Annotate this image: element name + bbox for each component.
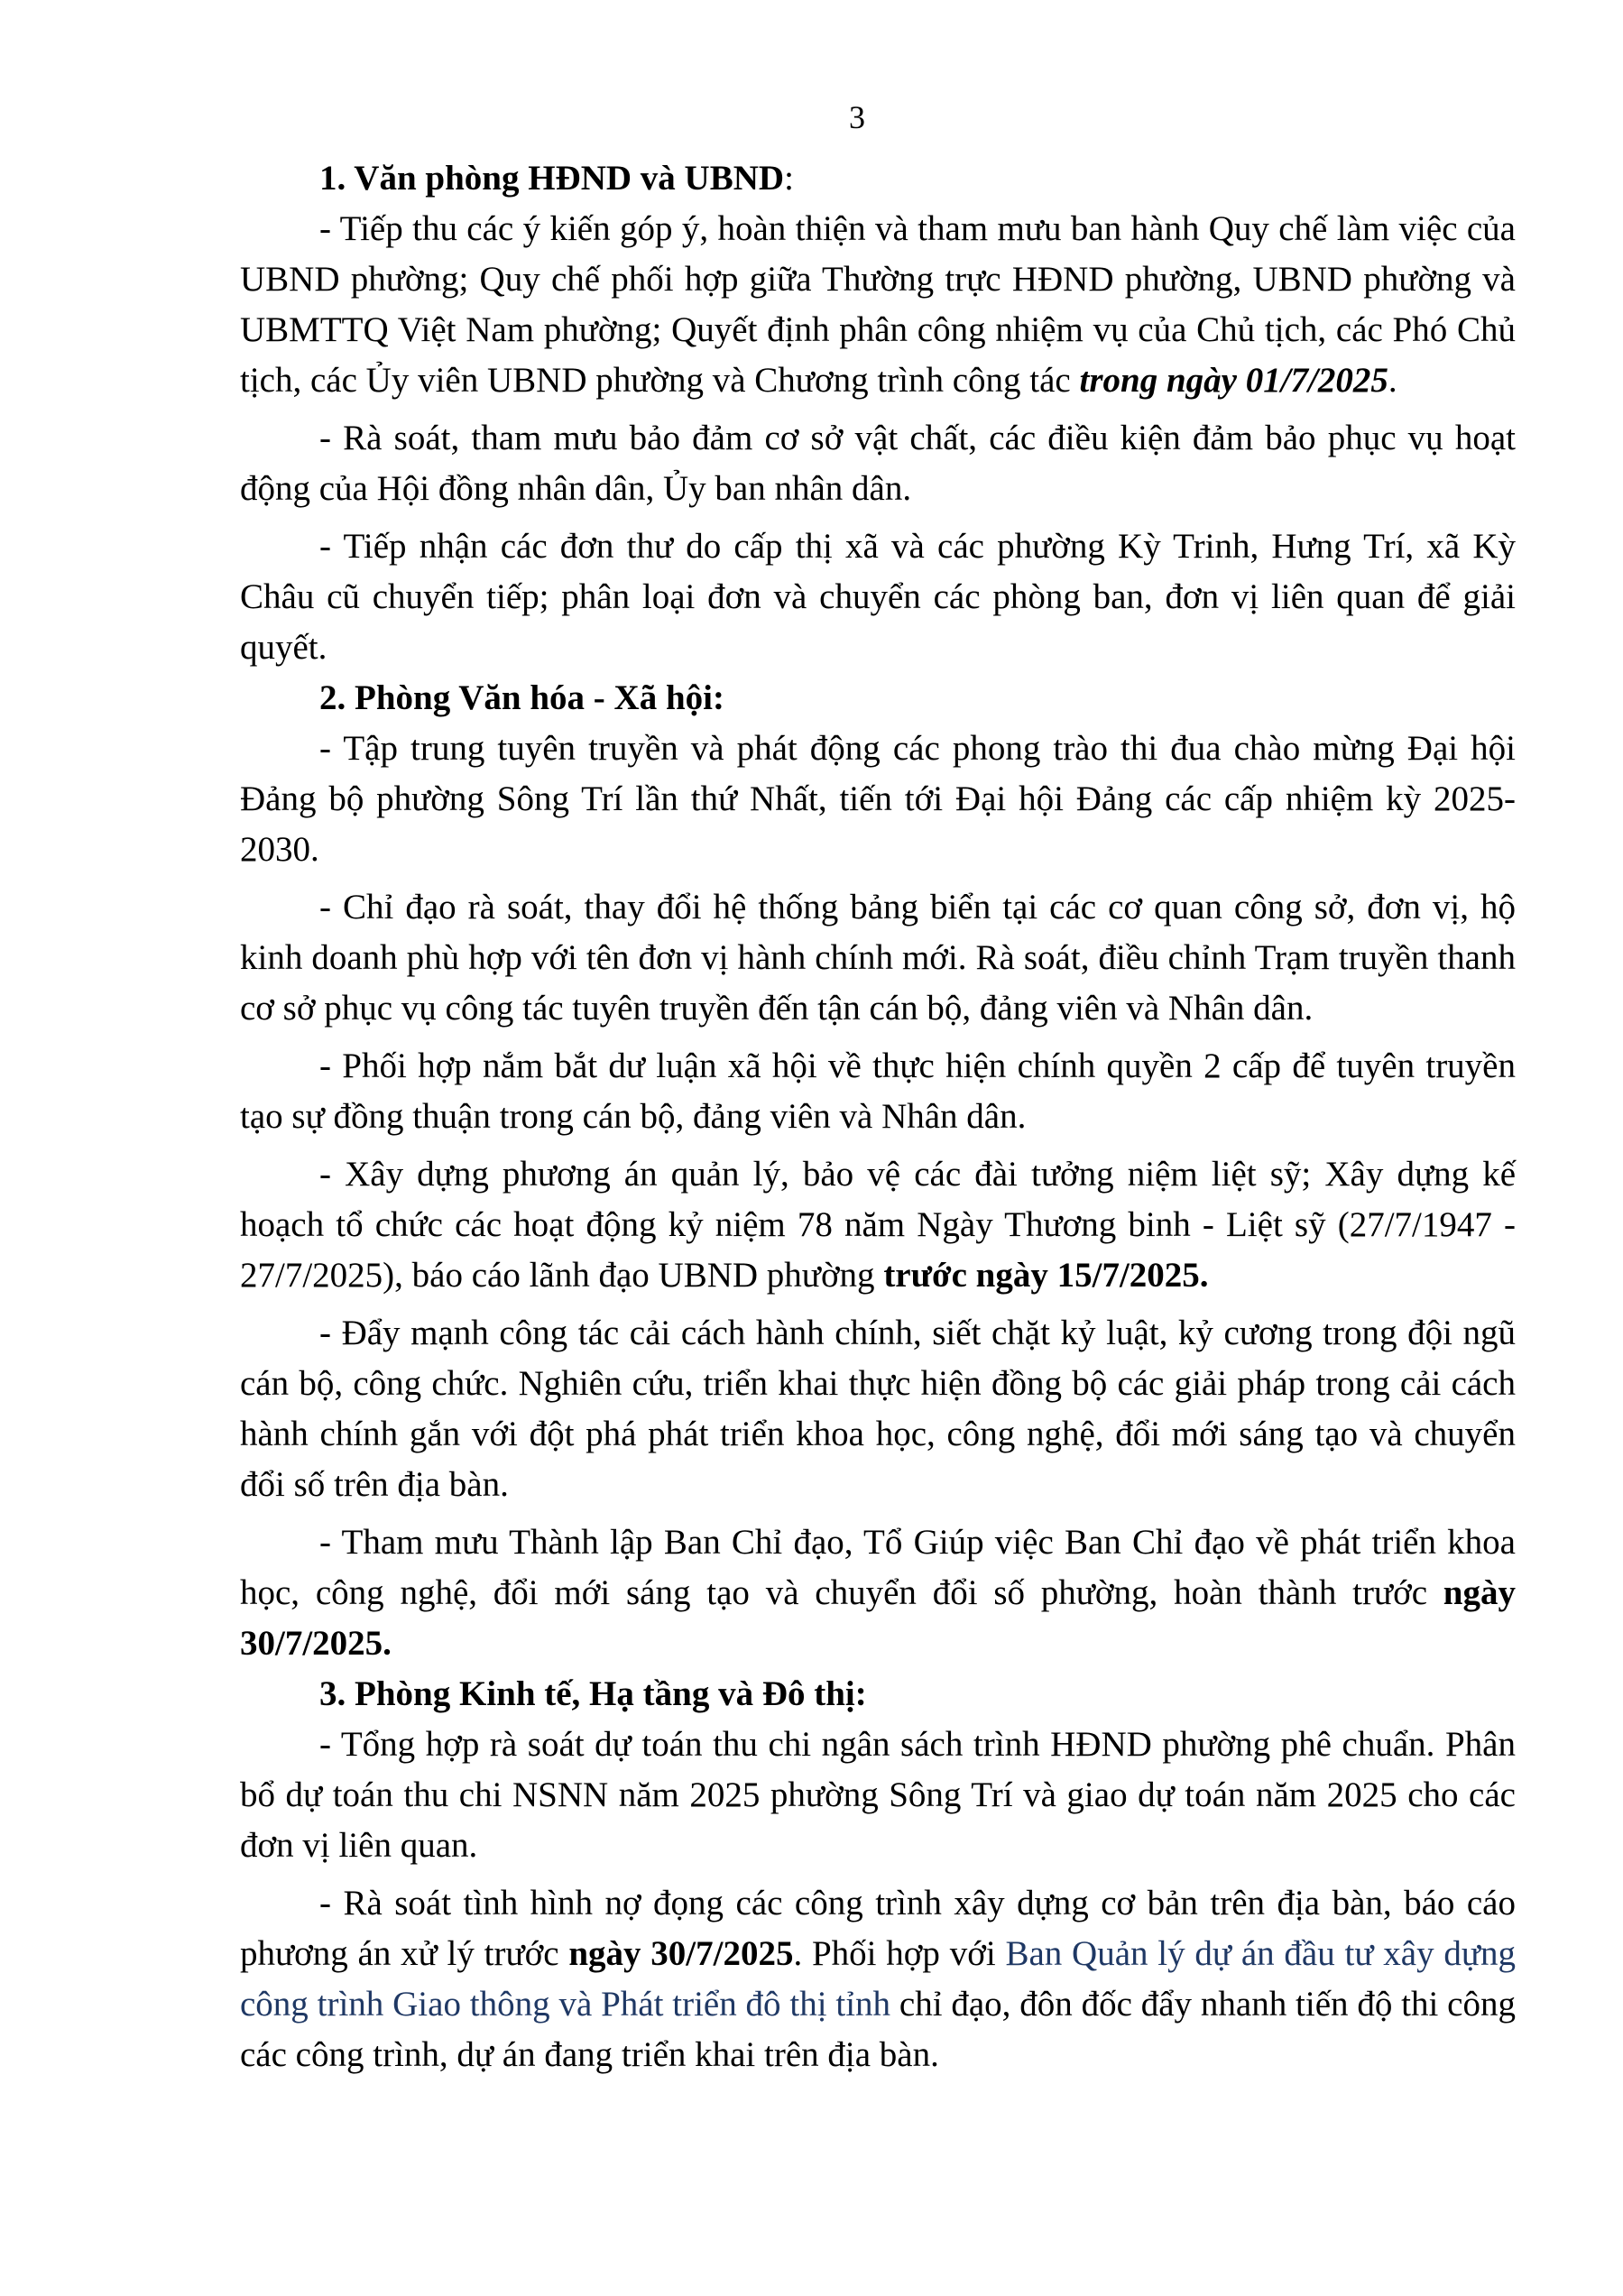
section-2-paragraph-2: - Chỉ đạo rà soát, thay đổi hệ thống bảng biển tại các cơ quan công sở, đơn vị, hộ kinh doanh phù hợp với tên đơn vị hành chính mới. Rà soát, điều chỉnh Trạm truyền thanh cơ sở phục vụ công tác tuyên truyền đến tận cán bộ, đảng viên và Nhân dân. bbox=[240, 888, 1516, 1028]
paragraph-text: - Rà soát tình hình nợ đọng các công trình xây dựng cơ bản trên địa bàn, báo cáo phương án xử lý trước bbox=[240, 1884, 1516, 1973]
section-1-paragraph-2: - Rà soát, tham mưu bảo đảm cơ sở vật chất, các điều kiện đảm bảo phục vụ hoạt động của Hội đồng nhân dân, Ủy ban nhân dân. bbox=[240, 419, 1516, 508]
section-2-paragraph-4 bbox=[240, 1149, 1516, 1301]
paragraph-text: - Tham mưu Thành lập Ban Chỉ đạo, Tổ Giúp việc Ban Chỉ đạo về phát triển khoa học, công nghệ, đổi mới sáng tạo và chuyển đổi số phường, hoàn thành trước bbox=[240, 1523, 1516, 1612]
section-2-paragraph-5: - Đẩy mạnh công tác cải cách hành chính, siết chặt kỷ luật, kỷ cương trong đội ngũ cán bộ, công chức. Nghiên cứu, triển khai thực hiện đồng bộ các giải pháp trong cải cách hành chính gắn với đột phá phát triển khoa học, công nghệ, đổi mới sáng tạo và chuyển đổi số trên địa bàn. bbox=[240, 1314, 1516, 1504]
section-1-heading bbox=[240, 153, 1516, 204]
deadline-bold: ngày 30/7/2025 bbox=[568, 1934, 794, 1973]
paragraph-text: - Tiếp thu các ý kiến góp ý, hoàn thiện và tham mưu ban hành Quy chế làm việc của UBND phường; Quy chế phối hợp giữa Thường trực HĐND phường, UBND phường và UBMTTQ Việt Nam phường; Quyết định phân công nhiệm vụ của Chủ tịch, các Phó Chủ tịch, các Ủy viên UBND phường và Chương trình công tác bbox=[240, 209, 1516, 400]
deadline-bold: ngày 30/7/2025. bbox=[240, 1573, 1516, 1663]
paragraph-tail: . bbox=[1388, 361, 1397, 400]
section-1-paragraph-3: - Tiếp nhận các đơn thư do cấp thị xã và các phường Kỳ Trinh, Hưng Trí, xã Kỳ Châu cũ chuyển tiếp; phân loại đơn và chuyển các phòng ban, đơn vị liên quan để giải quyết. bbox=[240, 527, 1516, 667]
section-3-heading: 3. Phòng Kinh tế, Hạ tầng và Đô thị: bbox=[319, 1674, 867, 1713]
section-1-heading-colon: : bbox=[784, 159, 794, 198]
deadline-bold: trước ngày 15/7/2025. bbox=[883, 1256, 1209, 1295]
deadline-emphasis: trong ngày 01/7/2025 bbox=[1079, 361, 1388, 400]
paragraph-tail: chỉ đạo, đôn đốc đẩy nhanh tiến độ thi công các công trình, dự án đang triển khai trên địa bàn. bbox=[240, 1985, 1516, 2074]
section-1-heading-text: 1. Văn phòng HĐND và UBND bbox=[319, 159, 785, 198]
section-2-paragraph-1: - Tập trung tuyên truyền và phát động các phong trào thi đua chào mừng Đại hội Đảng bộ phường Sông Trí lần thứ Nhất, tiến tới Đại hội Đảng các cấp nhiệm kỳ 2025-2030. bbox=[240, 729, 1516, 869]
section-2-paragraph-3: - Phối hợp nắm bắt dư luận xã hội về thực hiện chính quyền 2 cấp để tuyên truyền tạo sự đồng thuận trong cán bộ, đảng viên và Nhân dân. bbox=[240, 1047, 1516, 1136]
section-3-paragraph-2 bbox=[240, 1878, 1516, 2080]
paragraph-middle: . Phối hợp với bbox=[793, 1934, 1006, 1973]
section-3-paragraph-1: - Tổng hợp rà soát dự toán thu chi ngân sách trình HĐND phường phê chuẩn. Phân bổ dự toán thu chi NSNN năm 2025 phường Sông Trí và giao dự toán năm 2025 cho các đơn vị liên quan. bbox=[240, 1725, 1516, 1865]
document-body bbox=[240, 153, 1516, 2088]
section-2-heading: 2. Phòng Văn hóa - Xã hội: bbox=[319, 678, 724, 717]
project-board-link[interactable]: Ban Quản lý dự án đầu tư xây dựng công trình Giao thông và Phát triển đô thị tỉnh bbox=[240, 1934, 1516, 2024]
section-1-paragraph-1 bbox=[240, 204, 1516, 406]
section-2-paragraph-6 bbox=[240, 1517, 1516, 1669]
paragraph-text: - Xây dựng phương án quản lý, bảo vệ các đài tưởng niệm liệt sỹ; Xây dựng kế hoạch tổ chức các hoạt động kỷ niệm 78 năm Ngày Thương binh - Liệt sỹ (27/7/1947 - 27/7/2025), báo cáo lãnh đạo UBND phường bbox=[240, 1155, 1516, 1295]
page-number: 3 bbox=[849, 99, 865, 135]
